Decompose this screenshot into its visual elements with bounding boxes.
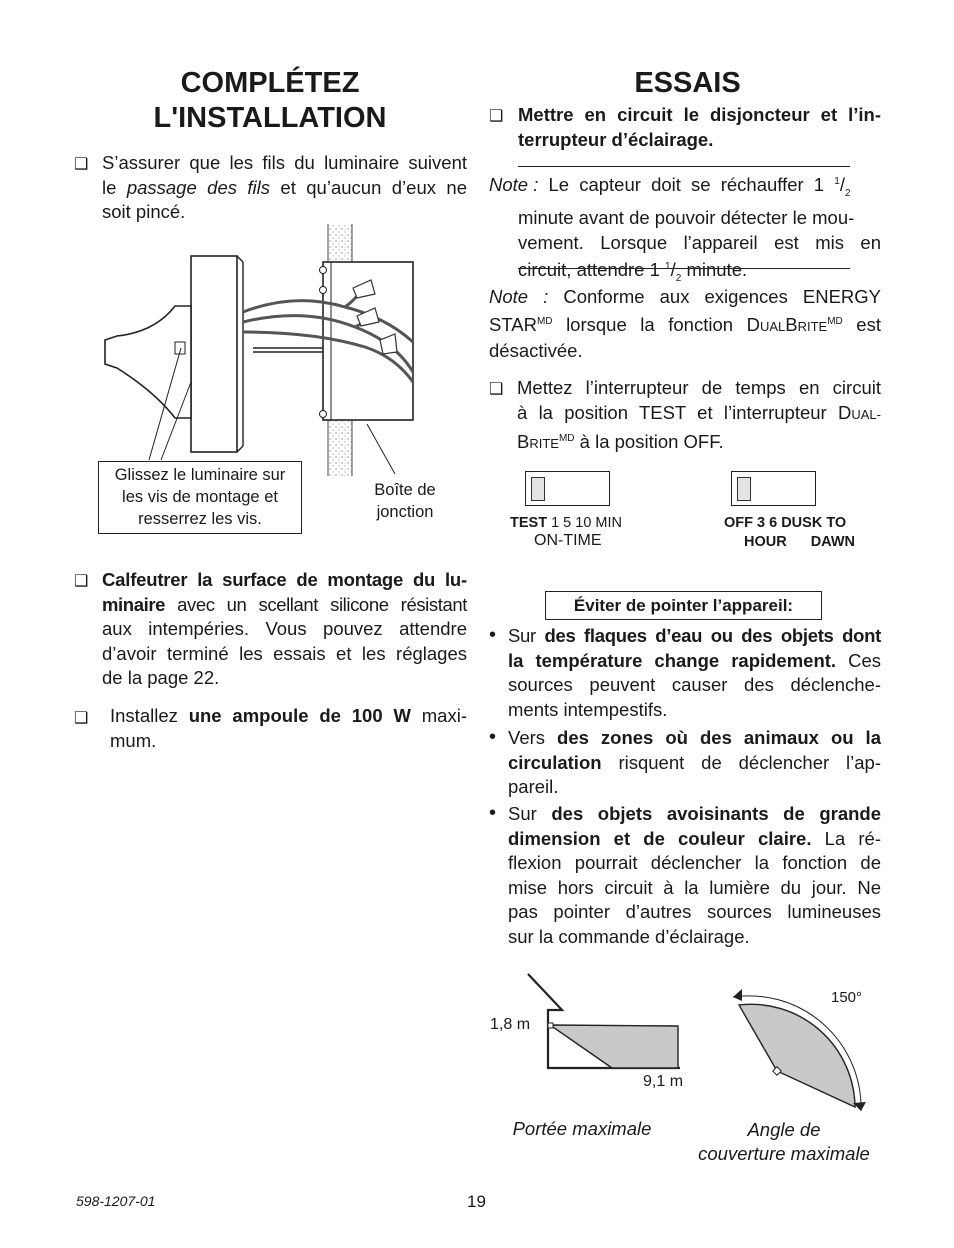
note-label: Note : bbox=[489, 174, 539, 196]
left-step2-line4: d’avoir terminé les essais et les réglages bbox=[102, 642, 467, 664]
ontime-switch-slider[interactable] bbox=[531, 477, 545, 501]
lamp-head bbox=[105, 306, 191, 418]
bullet3-line4: mise hors circuit à la lumière du jour. Ne bbox=[508, 876, 881, 898]
text: à la position TEST et l’interrupteur bbox=[517, 401, 838, 423]
text: minute. bbox=[681, 259, 748, 281]
fixture-canopy bbox=[191, 256, 237, 452]
left-step3 bbox=[110, 704, 467, 753]
avoid-bullet-1 bbox=[508, 624, 881, 722]
avoid-bullet-3 bbox=[508, 802, 881, 949]
dualbrite-switch-label bbox=[724, 515, 874, 550]
bullet2-line2 bbox=[508, 751, 881, 776]
text: D bbox=[838, 401, 852, 423]
text: Sur bbox=[508, 625, 545, 646]
note-top-rule bbox=[518, 166, 850, 167]
text: Vers bbox=[508, 727, 558, 748]
ontime-label-line1 bbox=[510, 515, 640, 531]
ontime-switch[interactable] bbox=[525, 471, 610, 506]
bullet3-line5: pas pointer d’autres sources lumineuses bbox=[508, 901, 881, 922]
text: MD bbox=[558, 433, 575, 444]
text: 2 bbox=[844, 187, 851, 199]
note-energy-star bbox=[489, 285, 881, 364]
text: minaire bbox=[102, 593, 166, 615]
checkbox-icon: ❑ bbox=[489, 381, 504, 398]
angle-caption-line1: Angle de bbox=[747, 1119, 821, 1140]
dualbrite-switch[interactable] bbox=[731, 471, 816, 506]
bullet-dot: • bbox=[489, 726, 497, 748]
right-step1-line1: Mettre en circuit le disjoncteur et l’in- bbox=[518, 104, 881, 125]
bullet3-line6: sur la commande d’éclairage. bbox=[508, 925, 750, 947]
text: UAL- bbox=[851, 406, 881, 422]
note-warmup-line1: Note : Le capteur doit se réchauffer 1 $^1/_2$ bbox=[489, 174, 851, 199]
left-step2-line2 bbox=[102, 593, 467, 618]
text: et qu’aucun d’eux ne bbox=[270, 176, 467, 198]
text: MD bbox=[827, 315, 843, 327]
bullet1-line1 bbox=[508, 624, 881, 649]
note-energy-line1 bbox=[489, 285, 881, 310]
text: avec un scellant silicone résistant bbox=[165, 593, 467, 615]
text: des objets avoisinants de grande bbox=[551, 803, 881, 824]
text: Installez bbox=[110, 705, 189, 726]
text: RITE bbox=[529, 436, 559, 452]
left-title bbox=[100, 66, 440, 136]
right-step1-line2: terrupteur d’éclairage. bbox=[518, 128, 714, 150]
callout-line2: les vis de montage et bbox=[122, 488, 278, 506]
text: UAL bbox=[759, 318, 786, 334]
text: circulation bbox=[508, 751, 602, 773]
coverage-sector bbox=[739, 1004, 855, 1107]
bullet-dot: • bbox=[489, 802, 497, 824]
text: B bbox=[785, 313, 798, 335]
bullet2-line1 bbox=[508, 726, 881, 751]
left-step1-line3: soit pincé. bbox=[102, 201, 186, 222]
dualbrite-switch-slider[interactable] bbox=[737, 477, 751, 501]
text: TEST bbox=[510, 515, 548, 531]
bulb-spec: une ampoule de 100 W bbox=[188, 705, 411, 726]
right-step1 bbox=[518, 103, 881, 152]
text: maxi- bbox=[410, 705, 467, 726]
text: STAR bbox=[489, 313, 537, 335]
text: 1 5 10 MIN bbox=[547, 515, 623, 531]
text: Conforme aux exigences ENERGY bbox=[548, 286, 882, 307]
junction-box-label bbox=[355, 479, 455, 523]
bullet-dot: • bbox=[489, 624, 497, 646]
note-warmup-line4: circuit, attendre 1 $^1/_2$ minute. bbox=[518, 259, 748, 285]
text: dimension et de couleur claire. bbox=[508, 827, 812, 849]
text: est bbox=[842, 313, 881, 335]
fixture-callout bbox=[98, 461, 302, 534]
text: la température change rapidement. bbox=[508, 649, 837, 671]
wire-routing-term: passage des fils bbox=[126, 176, 271, 198]
text: 1 bbox=[834, 176, 840, 187]
text: circuit, attendre 1 bbox=[518, 259, 666, 281]
document-number: 598-1207-01 bbox=[76, 1193, 156, 1209]
distance-label: 9,1 m bbox=[643, 1073, 684, 1090]
left-step2 bbox=[102, 568, 467, 691]
text: Sur bbox=[508, 803, 552, 824]
text: La ré- bbox=[811, 827, 882, 849]
text: le bbox=[102, 176, 127, 198]
page-number: 19 bbox=[467, 1192, 486, 1211]
dualbrite-label-line1: OFF 3 6 DUSK TO bbox=[724, 515, 847, 531]
avoid-heading: Éviter de pointer l’appareil: bbox=[545, 591, 822, 620]
callout-line1: Glissez le luminaire sur bbox=[114, 466, 286, 484]
range-caption: Portée maximale bbox=[512, 1118, 652, 1139]
checkbox-icon: ❑ bbox=[74, 573, 89, 590]
height-label: 1,8 m bbox=[490, 1016, 531, 1033]
text: 2 bbox=[675, 273, 682, 285]
note-energy-line3: désactivée. bbox=[489, 340, 583, 362]
junction-label-line1: Boîte de bbox=[374, 481, 436, 499]
range-diagram bbox=[520, 970, 700, 1080]
right-step2-line1: Mettez l’interrupteur de temps en circuit bbox=[517, 377, 881, 398]
avoid-bullet-2 bbox=[508, 726, 881, 800]
text: risquent de déclencher l’ap- bbox=[601, 751, 881, 773]
callout-line3: resserrez les vis. bbox=[138, 510, 262, 528]
dualbrite-label-line2 bbox=[724, 534, 874, 550]
text: lorsque la fonction bbox=[552, 313, 747, 335]
note-bottom-rule bbox=[518, 268, 850, 269]
left-step1-line1: S’assurer que les fils du luminaire suivent bbox=[102, 152, 467, 173]
left-step2-line1: Calfeutrer la surface de montage du lu- bbox=[102, 569, 467, 590]
text: Ces bbox=[836, 649, 881, 671]
left-step2-line5: de la page 22. bbox=[102, 667, 220, 688]
checkbox-icon: ❑ bbox=[74, 156, 89, 173]
sensor-icon bbox=[548, 1023, 553, 1028]
detection-range-area bbox=[550, 1025, 678, 1068]
text: DAWN bbox=[810, 534, 856, 550]
bullet1-line2 bbox=[508, 649, 881, 674]
left-step2-line3: aux intempéries. Vous pouvez attendre bbox=[102, 618, 467, 639]
bullet1-line4: ments intempestifs. bbox=[508, 698, 668, 720]
angle-label: 150° bbox=[831, 989, 863, 1006]
note-warmup bbox=[489, 170, 881, 292]
text: des zones où des animaux ou la bbox=[557, 727, 881, 748]
text: RITE bbox=[797, 318, 828, 334]
ontime-switch-label bbox=[510, 515, 640, 550]
text: 1 bbox=[665, 261, 671, 273]
right-step2-line3 bbox=[517, 427, 881, 457]
bullet3-line1 bbox=[508, 802, 881, 827]
left-title-line2: L'INSTALLATION bbox=[153, 102, 387, 134]
text: HOUR bbox=[744, 534, 787, 550]
angle-caption-line2: couverture maximale bbox=[698, 1143, 870, 1164]
bullet1-line3: sources peuvent causer des déclenche- bbox=[508, 674, 881, 695]
checkbox-icon: ❑ bbox=[74, 710, 89, 727]
right-step2-line2 bbox=[517, 401, 881, 428]
checkbox-icon: ❑ bbox=[489, 108, 504, 125]
left-step1-line2 bbox=[102, 176, 467, 201]
note-label: Note : bbox=[489, 286, 549, 307]
ontime-label-line2: ON-TIME bbox=[534, 532, 602, 549]
left-title-line1: COMPLÉTEZ bbox=[180, 67, 360, 99]
left-step3-line2: mum. bbox=[110, 729, 157, 751]
note-warmup-line2: minute avant de pouvoir détecter le mou- bbox=[518, 207, 855, 229]
text: D bbox=[746, 313, 760, 335]
note-energy-line2 bbox=[489, 310, 881, 340]
left-step3-line1 bbox=[110, 704, 467, 729]
junction-label-line2: jonction bbox=[376, 503, 434, 521]
text: des flaques d’eau ou des objets dont bbox=[544, 625, 881, 646]
text: B bbox=[517, 431, 530, 453]
text: Le capteur doit se réchauffer 1 bbox=[538, 174, 835, 196]
bullet3-line3: flexion pourrait déclencher la fonction de bbox=[508, 852, 881, 873]
left-step1 bbox=[102, 151, 467, 225]
text: MD bbox=[536, 315, 553, 327]
note-warmup-line3: vement. Lorsque l’appareil est mis en bbox=[518, 231, 881, 253]
right-title: ESSAIS bbox=[634, 67, 741, 99]
right-step2 bbox=[517, 376, 881, 457]
bullet2-line3: pareil. bbox=[508, 776, 559, 797]
angle-caption bbox=[680, 1118, 888, 1166]
bullet3-line2 bbox=[508, 827, 881, 852]
text: à la position OFF. bbox=[574, 431, 724, 453]
